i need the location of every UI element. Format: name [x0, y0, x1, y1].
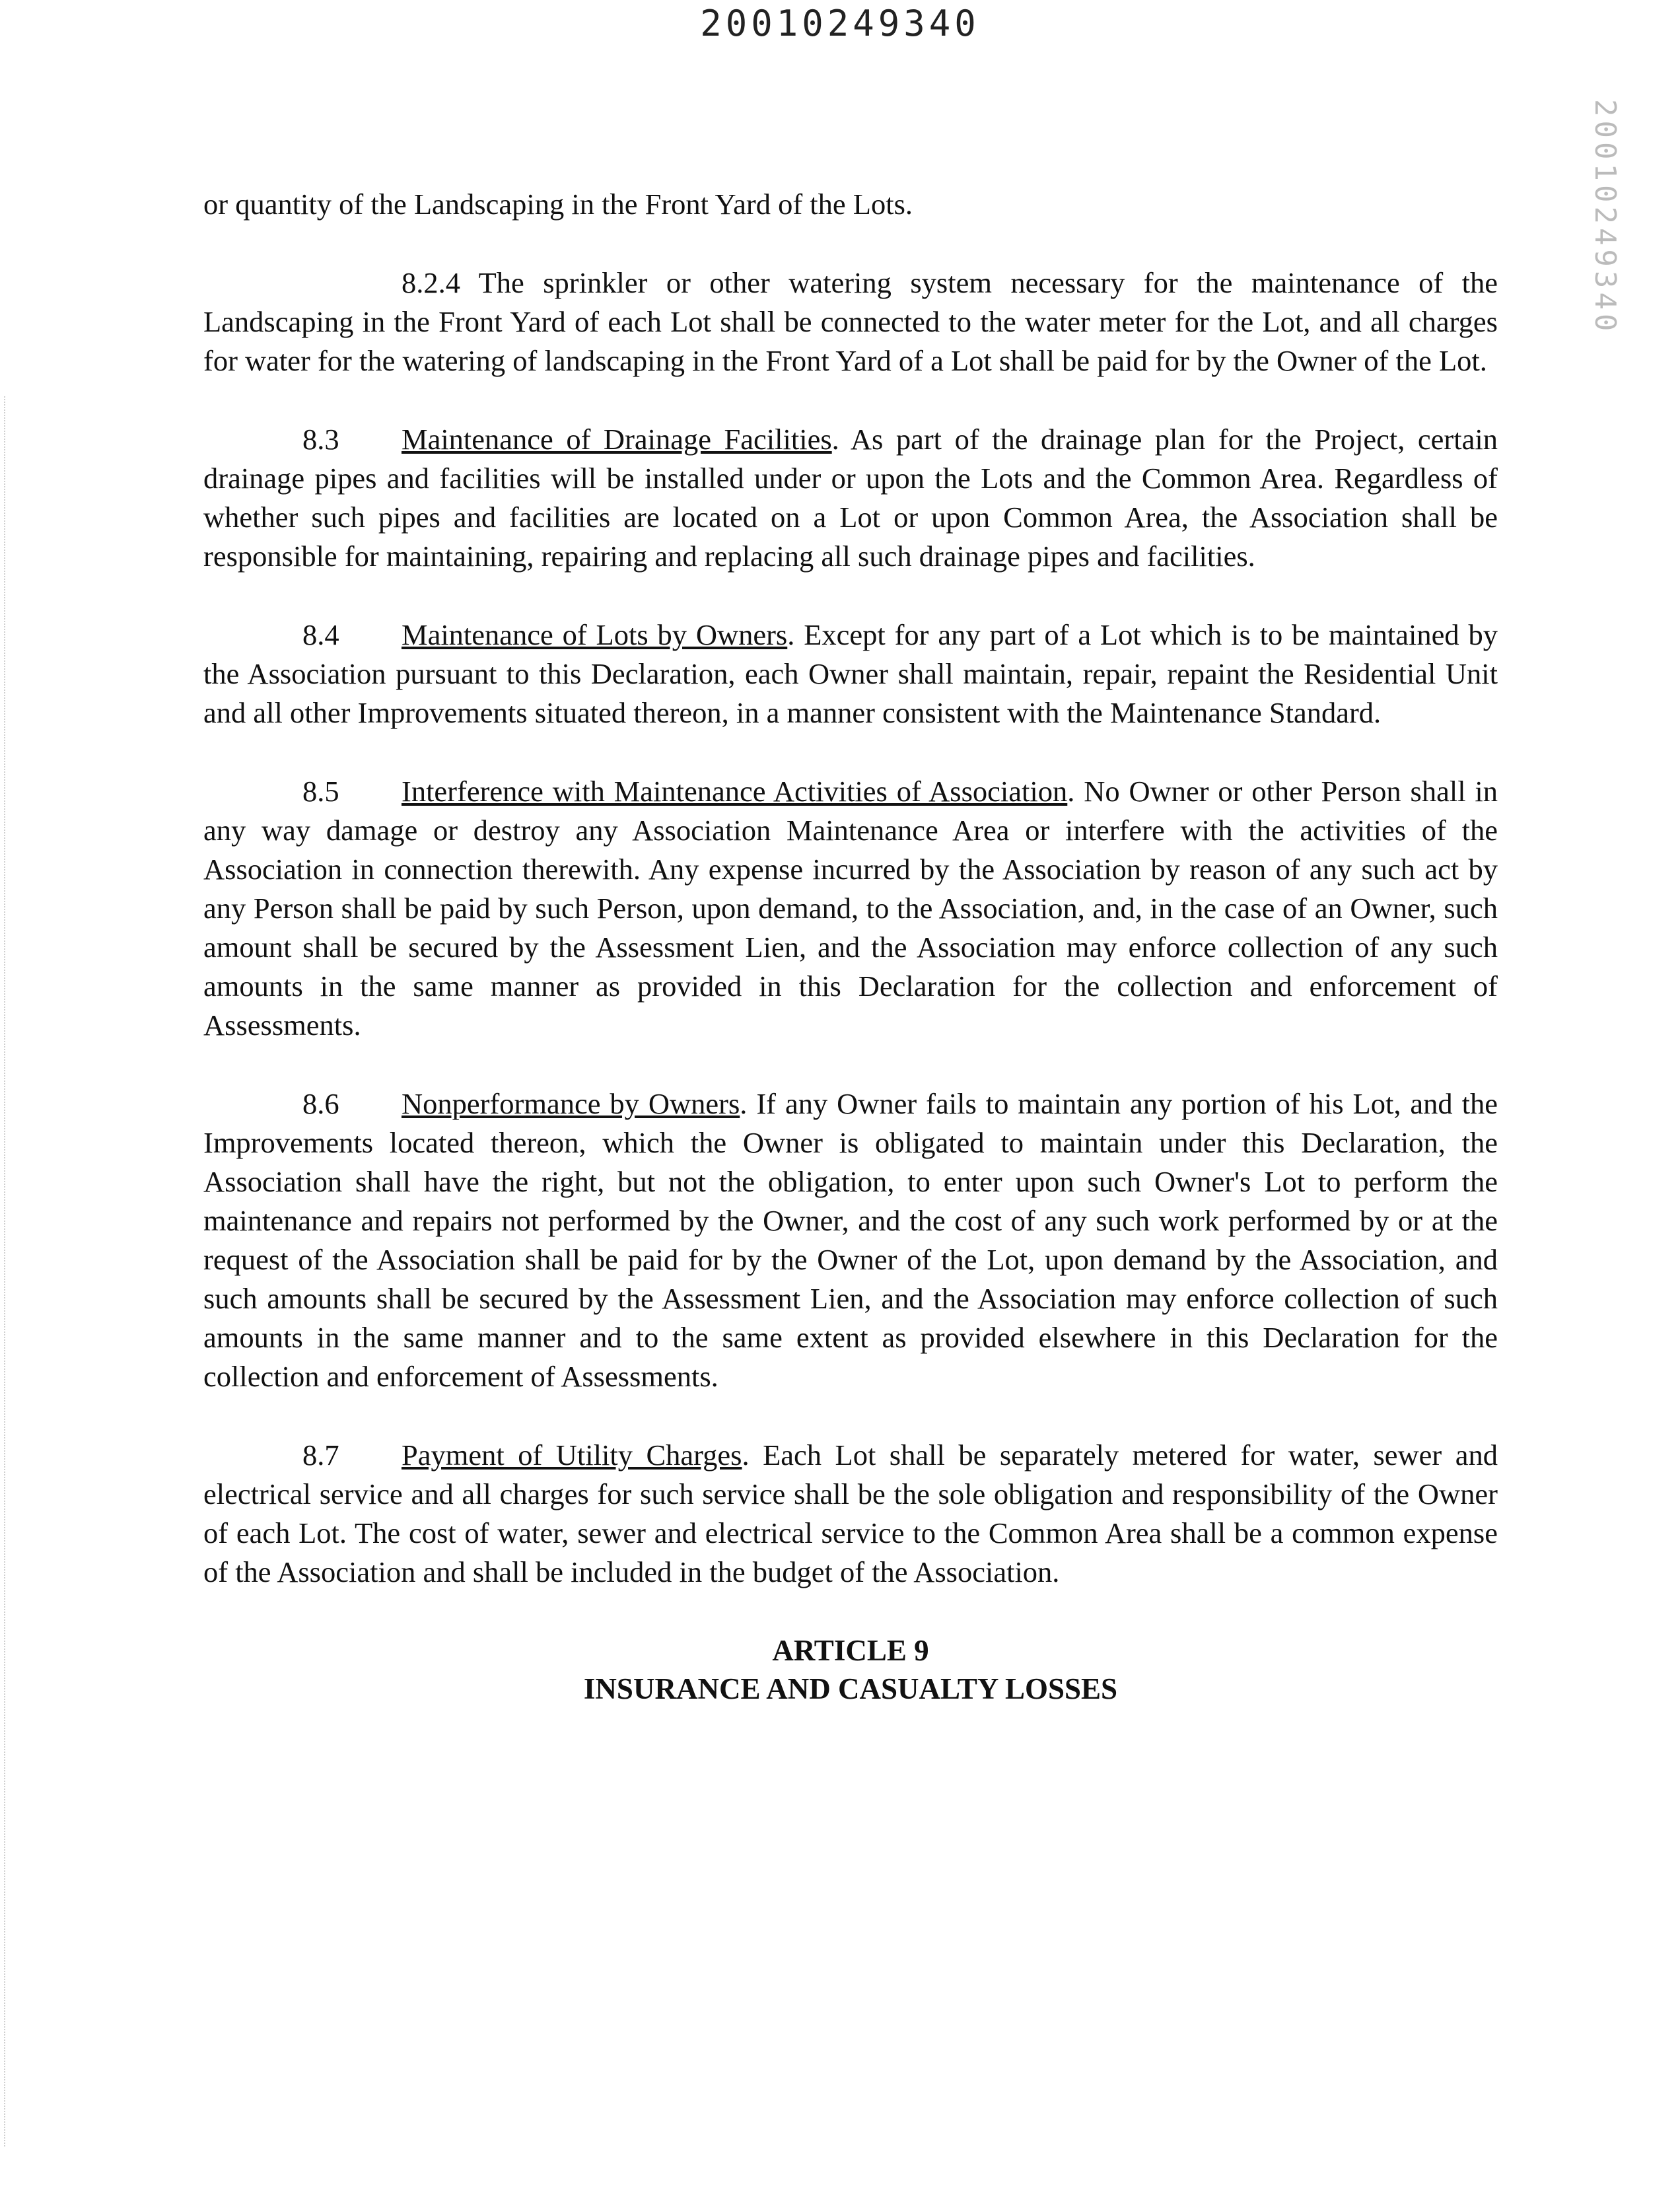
section-8-7 [203, 1436, 1498, 1592]
article-number: ARTICLE 9 [772, 1634, 929, 1667]
article-heading [203, 1631, 1498, 1708]
section-heading: Payment of Utility Charges [402, 1438, 742, 1471]
side-stamp: 20010249340 [1588, 99, 1622, 336]
section-8-6 [203, 1084, 1498, 1396]
section-number: 8.6 [302, 1087, 339, 1120]
article-title: INSURANCE AND CASUALTY LOSSES [583, 1672, 1118, 1705]
document-number: 20010249340 [700, 3, 980, 44]
section-heading: Interference with Maintenance Activities of Association [402, 775, 1068, 808]
section-body: . Each Lot shall be separately metered for water, sewer and electrical service and all charges for such service shall be the sole obligation and responsibility of the Owner of each Lot. The cost of water, sewer and electrical service to the Common Area shall be a common expense of the Association and shall be included in the budget of the Association. [203, 1438, 1498, 1588]
section-body: . No Owner or other Person shall in any way damage or destroy any Association Maintenance Area or interfere with the activities of the Association in connection therewith. Any expense incurred by the Association by reason of any such act by any Person shall be paid by such Person, upon demand, to the Association, and, in the case of an Owner, such amount shall be secured by the Assessment Lien, and the Association may enforce collection of any such amounts in the same manner as provided in this Declaration for the collection and enforcement of Assessments. [203, 775, 1498, 1042]
continuation-paragraph: or quantity of the Landscaping in the Front Yard of the Lots. [203, 188, 913, 221]
section-number: 8.7 [302, 1438, 339, 1471]
section-body: . As part of the drainage plan for the Project, certain drainage pipes and facilities will be installed under or upon the Lots and the Common Area. Regardless of whether such pipes and facilities are located on a Lot or upon Common Area, the Association shall be responsible for maintaining, repairing and replacing all such drainage pipes and facilities. [203, 423, 1498, 573]
section-heading: Maintenance of Drainage Facilities [402, 423, 832, 456]
section-number: 8.3 [302, 423, 339, 456]
section-heading: Nonperformance by Owners [402, 1087, 740, 1120]
section-8-4 [203, 616, 1498, 732]
section-number: 8.4 [302, 618, 339, 651]
section-heading: Maintenance of Lots by Owners [402, 618, 788, 651]
document-body [203, 185, 1498, 1708]
scan-edge-artifact [4, 396, 12, 2146]
section-body: . Except for any part of a Lot which is to be maintained by the Association pursuant to this Declaration, each Owner shall maintain, repair, repaint the Residential Unit and all other Improvements situated thereon, in a manner consistent with the Maintenance Standard. [203, 618, 1498, 729]
section-body: . If any Owner fails to maintain any portion of his Lot, and the Improvements located thereon, which the Owner is obligated to maintain under this Declaration, the Association shall have the right, but not the obligation, to enter upon such Owner's Lot to perform the maintenance and repairs not performed by the Owner, and the cost of any such work performed by or at the request of the Association shall be paid for by the Owner of the Lot, upon demand by the Association, and such amounts shall be secured by the Assessment Lien, and the Association may enforce collection of such amounts in the same manner and to the same extent as provided elsewhere in this Declaration for the collection and enforcement of Assessments. [203, 1087, 1498, 1393]
section-number: 8.5 [302, 775, 339, 808]
section-8-3 [203, 420, 1498, 576]
subsection-8-2-4: 8.2.4 The sprinkler or other watering system necessary for the maintenance of the Landscaping in the Front Yard of each Lot shall be connected to the water meter for the Lot, and all charges for water for the watering of landscaping in the Front Yard of a Lot shall be paid for by the Owner of the Lot. [203, 266, 1498, 377]
section-8-5 [203, 772, 1498, 1045]
